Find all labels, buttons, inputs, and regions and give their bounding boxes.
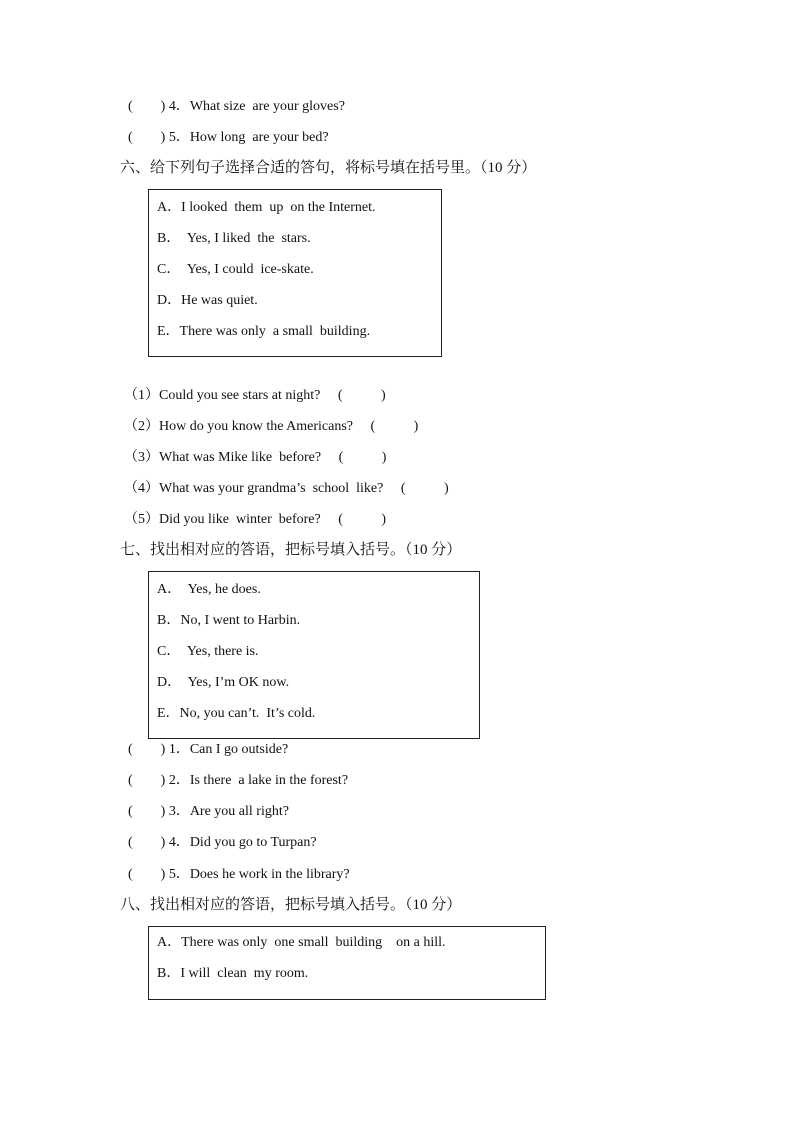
section7-question-1: ( ) 1．Can I go outside? [128, 742, 289, 757]
section7-option-e: E．No, you can’t. It’s cold. [157, 706, 316, 721]
question-top-4: ( ) 4．What size are your gloves? [128, 99, 345, 114]
section7-option-d: D． Yes, I’m OK now. [157, 675, 290, 690]
section7-question-3: ( ) 3．Are you all right? [128, 804, 289, 819]
section7-heading: 七、找出相对应的答语，把标号填入括号。（10 分） [120, 542, 462, 558]
section6-option-b: B． Yes, I liked the stars. [157, 231, 311, 246]
section7-option-c: C． Yes, there is. [157, 644, 259, 659]
section6-option-c: C． Yes, I could ice-skate. [157, 262, 314, 277]
section7-option-b: B．No, I went to Harbin. [157, 613, 301, 628]
section6-heading: 六、给下列句子选择合适的答句，将标号填在括号里。（10 分） [120, 160, 537, 176]
question-top-5: ( ) 5．How long are your bed? [128, 130, 329, 145]
section6-option-a: A．I looked them up on the Internet. [157, 200, 376, 215]
section8-option-b: B．I will clean my room. [157, 966, 309, 981]
section6-option-d: D．He was quiet. [157, 293, 258, 308]
section6-option-e: E．There was only a small building. [157, 324, 371, 339]
section7-question-2: ( ) 2．Is there a lake in the forest? [128, 773, 349, 788]
section6-question-3: （3）What was Mike like before? ( ) [124, 450, 387, 465]
section8-heading: 八、找出相对应的答语，把标号填入括号。（10 分） [120, 897, 462, 913]
section7-question-5: ( ) 5．Does he work in the library? [128, 867, 350, 882]
section6-options-box [148, 189, 442, 357]
section8-option-a: A．There was only one small building on a hill. [157, 935, 446, 950]
section7-options-box [148, 571, 480, 739]
section6-question-1: （1）Could you see stars at night? ( ) [124, 388, 386, 403]
section6-question-5: （5）Did you like winter before? ( ) [124, 512, 387, 527]
section7-option-a: A． Yes, he does. [157, 582, 261, 597]
section6-question-2: （2）How do you know the Americans? ( ) [124, 419, 419, 434]
section8-options-box [148, 926, 546, 1000]
section6-question-4: （4）What was your grandma’s school like? ( ) [124, 481, 449, 496]
section7-question-4: ( ) 4．Did you go to Turpan? [128, 835, 317, 850]
